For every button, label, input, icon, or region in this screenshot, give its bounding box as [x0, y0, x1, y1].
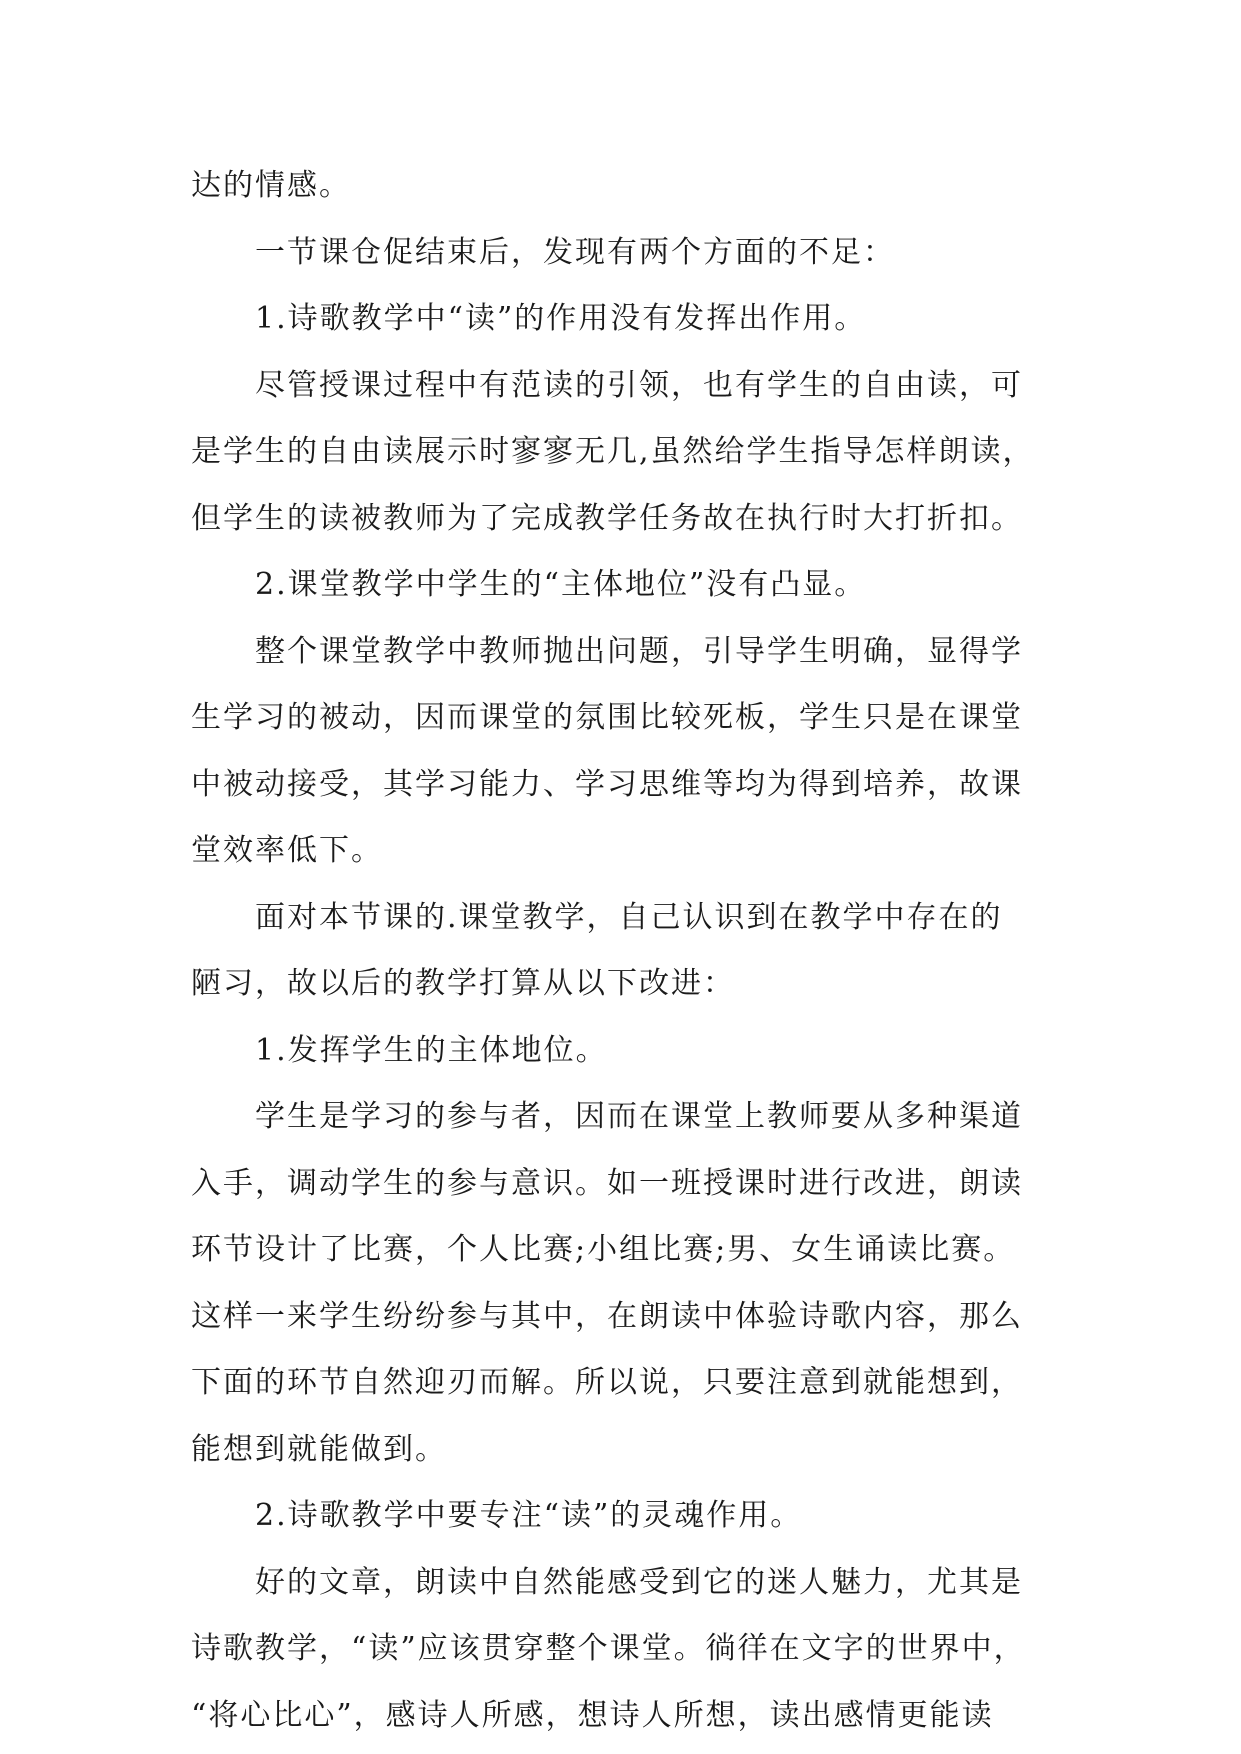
text-line-14: 1.发挥学生的主体地位。: [255, 1032, 608, 1068]
text-line-12: 面对本节课的.课堂教学，自己认识到在教学中存在的: [255, 899, 1003, 935]
text-line-17: 环节设计了比赛，个人比赛;小组比赛;男、女生诵读比赛。: [191, 1232, 1016, 1267]
text-line-23: 诗歌教学，“读”应该贯穿整个课堂。徜徉在文字的世界中，: [191, 1631, 1026, 1666]
text-line-9: 生学习的被动，因而课堂的氛围比较死板，学生只是在课堂: [191, 700, 1023, 735]
text-line-21: 2.诗歌教学中要专注“读”的灵魂作用。: [255, 1498, 803, 1533]
text-line-16: 入手，调动学生的参与意识。如一班授课时进行改进，朗读: [191, 1165, 1023, 1201]
text-line-3: 1.诗歌教学中“读”的作用没有发挥出作用。: [255, 301, 867, 336]
text-line-24: “将心比心”，感诗人所感，想诗人所想，读出感情更能读: [191, 1697, 994, 1733]
text-line-10: 中被动接受，其学习能力、学习思维等均为得到培养，故课: [191, 766, 1023, 802]
text-line-2: 一节课仓促结束后，发现有两个方面的不足：: [255, 234, 895, 270]
text-line-4: 尽管授课过程中有范读的引领，也有学生的自由读，可: [255, 367, 1023, 403]
text-line-19: 下面的环节自然迎刃而解。所以说，只要注意到就能想到，: [191, 1365, 1023, 1400]
text-line-22: 好的文章，朗读中自然能感受到它的迷人魅力，尤其是: [255, 1564, 1023, 1600]
text-line-6: 但学生的读被教师为了完成教学任务故在执行时大打折扣。: [191, 500, 1023, 536]
text-line-8: 整个课堂教学中教师抛出问题，引导学生明确，显得学: [255, 633, 1023, 669]
text-line-18: 这样一来学生纷纷参与其中，在朗读中体验诗歌内容，那么: [191, 1298, 1023, 1334]
text-line-20: 能想到就能做到。: [191, 1431, 447, 1467]
text-line-1: 达的情感。: [191, 168, 351, 203]
text-line-5: 是学生的自由读展示时寥寥无几,虽然给学生指导怎样朗读，: [191, 434, 1035, 469]
text-line-11: 堂效率低下。: [191, 833, 383, 868]
body-text: [191, 153, 1091, 1749]
text-line-7: 2.课堂教学中学生的“主体地位”没有凸显。: [255, 567, 867, 602]
text-line-13: 陋习，故以后的教学打算从以下改进：: [191, 966, 735, 1001]
text-line-15: 学生是学习的参与者，因而在课堂上教师要从多种渠道: [255, 1099, 1023, 1134]
